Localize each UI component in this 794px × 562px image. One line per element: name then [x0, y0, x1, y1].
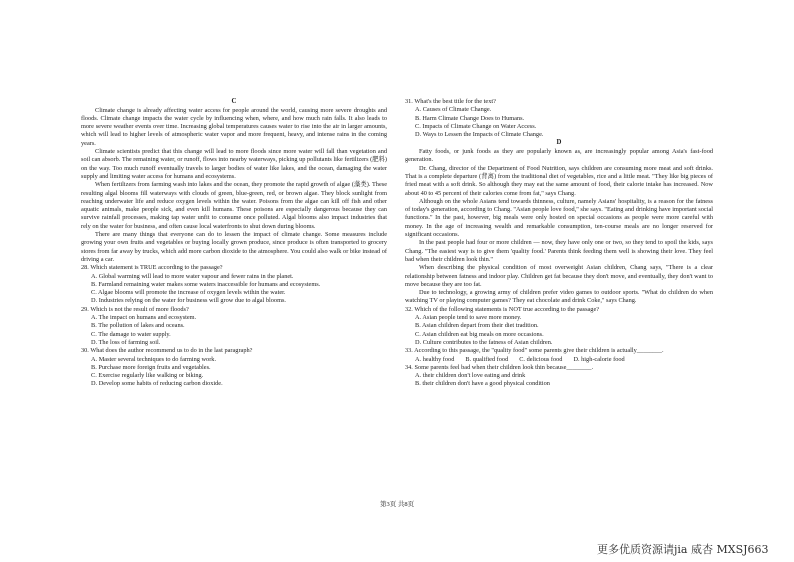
- q30-option-b: B. Purchase more foreign fruits and vegetables.: [91, 363, 211, 371]
- q29-option-c: C. The damage to water supply.: [91, 330, 171, 338]
- q28-option-d: D. Industries relying on the water for business will grow due to algal blooms.: [91, 297, 286, 305]
- q29-option-b: B. The pollution of lakes and oceans.: [91, 322, 185, 330]
- passage-c-paragraph-3: When fertilizers from farming wash into lakes and the ocean, they promote the rapid growth of algae (藻类). These resulting algal blooms fill waterways with clouds of green, blue-green, red, or brown algae. They block sunlight from reaching underwater life and reduce oxygen levels within the water. Poisons from the algae can kill off fish and other aquatic animals, make people sick, and even kill humans. These poisons are especially dangerous because they can survive rainfall processes, making tap water unfit to consume once polluted. Algal blooms also impact industries that rely on the water for business, and often cause local waterfronts to shut down during blooms.: [81, 181, 387, 230]
- left-column: [81, 98, 387, 389]
- passage-c-paragraph-4: There are many things that everyone can do to lessen the impact of climate change. Some measures include growing your own fruits and vegetables or buying locally grown produce, since produce is often transported to grocery stores from far away by trucks, which add more carbon dioxide to the atmosphere. You could also walk or bike instead of driving a car.: [81, 231, 387, 263]
- question-31: 31. What's the best title for the text?: [405, 98, 496, 105]
- q30-option-a: A. Master several techniques to do farming work.: [91, 355, 217, 363]
- q34-option-a: A. their children don't love eating and drink: [415, 372, 526, 380]
- passage-c-paragraph-2: Climate scientists predict that this change will lead to more floods since more water will fall than vegetation and soil can absorb. The remaining water, or runoff, flows into nearby waterways, picking up pollutants like fertilizers (肥料) on the way. Too much runoff eventually travels to larger bodies of water like lakes, and the ocean, damaging the water supply and limiting water access for humans and ecosystems.: [81, 148, 387, 180]
- question-28: 28. Which statement is TRUE according to the passage?: [81, 264, 223, 272]
- question-29: 29. Which is not the result of more floods?: [81, 305, 189, 313]
- question-33: 33. According to this passage, the "quality food" some parents give their children is actually________.: [405, 347, 664, 355]
- q31-option-c: C. Impacts of Climate Change on Water Access.: [415, 122, 537, 130]
- q31-option-b: B. Harm Climate Change Does to Humans.: [415, 114, 525, 122]
- q32-option-c: C. Asian children eat big meals on more occasions.: [415, 330, 544, 338]
- q34-option-b: B. their children don't have a good physical condition: [415, 380, 550, 388]
- q28-option-a: A. Global warming will lead to more water vapour and fewer rains in the planet.: [91, 272, 294, 280]
- question-30: 30. What does the author recommend us to do in the last paragraph?: [81, 347, 253, 355]
- passage-c-paragraph-1: Climate change is already affecting water access for people around the world, causing more severe droughts and floods. Climate change impacts the water cycle by influencing when, where, and how much rain falls. It also leads to more severe weather events over time. Increasing global temperatures causes water to rise into the air in larger amounts, which will lead to higher levels of atmospheric water vapor and more frequent, heavy, and intense rains in the coming years.: [81, 106, 387, 147]
- watermark-text: 更多优质资源请jia 威杏 MXSJ663: [597, 543, 769, 556]
- q28-option-c: C. Algae blooms will promote the increase of oxygen levels within the water.: [91, 289, 286, 297]
- passage-d-paragraph-6: Due to technology, a growing army of children prefer video games to outdoor sports. "What do children do when watching TV or playing computer games? They eat chocolate and drink Coke," says Chang.: [405, 289, 713, 305]
- passage-d-paragraph-5: When describing the physical condition of most overweight Asian children, Chang says, "There is a clear relationship between fatness and indoor play. Children get fat because they don't move, and eventually, they don't want to move because they are too fat.: [405, 264, 713, 288]
- q32-option-d: D. Culture contributes to the fatness of Asian children.: [415, 338, 553, 346]
- passage-d-paragraph-4: In the past people had four or more children — now, they have only one or two, so they tend to spoil the kids, says Chang. "The easiest way is to give them 'quality food.' Parents think feeding them well is showing their love. They feel bad when their children look thin.": [405, 239, 713, 263]
- question-34: 34. Some parents feel bad when their children look thin because________.: [405, 363, 594, 371]
- passage-d-paragraph-1: Fatty foods, or junk foods as they are popularly known as, are increasingly popular among Asia's fast-food generation.: [405, 148, 713, 164]
- page-number: 第3页 共8页: [379, 501, 415, 508]
- question-32: 32. Which of the following statements is NOT true according to the passage?: [405, 305, 600, 313]
- passage-d-paragraph-2: Dr. Chang, director of the Department of Food Nutrition, says children are consuming more meat and soft drinks. That is a complete departure (背离) from the traditional diet of vegetables, rice and a little meat. "They like big pieces of fried meat with a soft drink. So although they may eat the same amount of food, their calorie intake has increased. Now about 40 to 45 percent of their calories come from fat," says Chang.: [405, 164, 713, 197]
- passage-c-heading: C: [231, 98, 237, 105]
- q32-option-b: B. Asian children depart from their diet tradition.: [415, 322, 539, 330]
- q32-option-a: A. Asian people tend to save more money.: [415, 314, 522, 322]
- q30-option-c: C. Exercise regularly like walking or biking.: [91, 372, 204, 380]
- q33-options-row: A. healthy food B. qualified food C. delicious food D. high-calorie food: [415, 355, 625, 363]
- q31-option-a: A. Causes of Climate Change.: [415, 106, 492, 114]
- right-column: [405, 98, 713, 389]
- passage-d-paragraph-3: Although on the whole Asians tend towards thinness, culture, namely Asians' hospitality, is a reason for the fatness of today's generation, according to Chang. "Asian people love food," she says. "Eating and drinking have important social functions." In the past, however, big meals were only hosted on special occasions as people were more careful with money. In the age of increasing wealth and remarkable consumption, ten-course meals are no longer reserved for significant occasions.: [405, 197, 713, 239]
- q29-option-d: D. The loss of farming soil.: [91, 338, 161, 346]
- q29-option-a: A. The impact on humans and ecosystem.: [91, 314, 197, 322]
- q30-option-d: D. Develop some habits of reducing carbon dioxide.: [91, 380, 223, 388]
- passage-d-heading: D: [556, 139, 562, 147]
- q28-option-b: B. Farmland remaining water makes some waters inaccessible for humans and ecosystems.: [91, 280, 321, 288]
- q31-option-d: D. Ways to Lessen the Impacts of Climate Change.: [415, 131, 544, 139]
